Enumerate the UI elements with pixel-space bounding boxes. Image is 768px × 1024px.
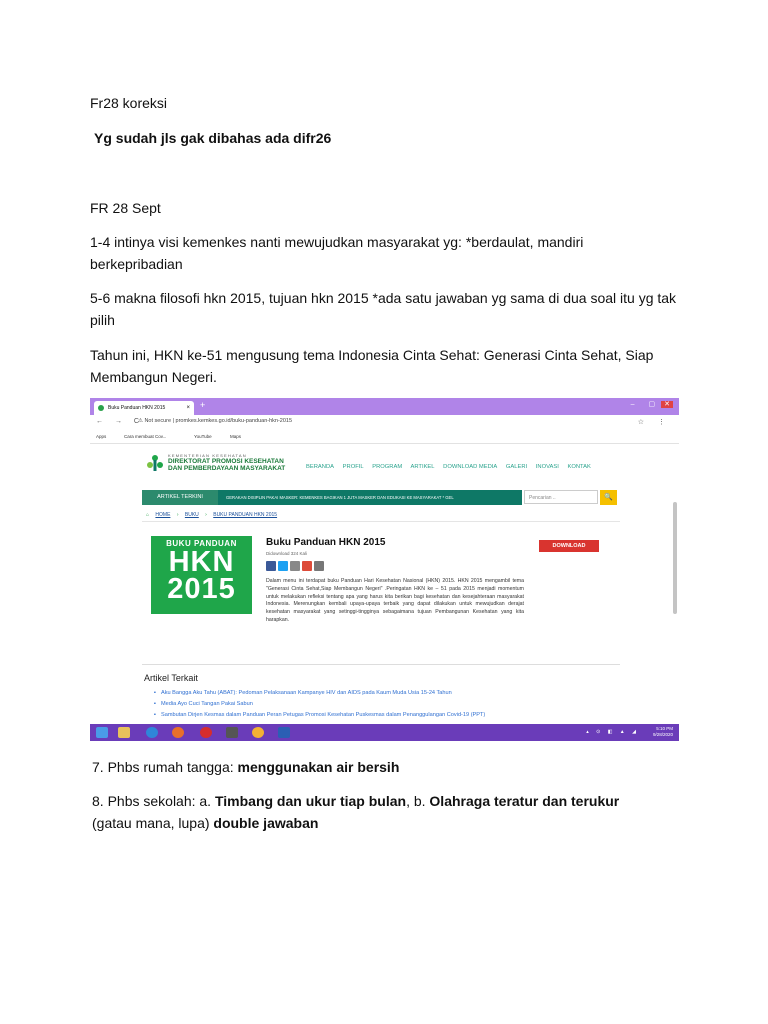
breadcrumb-home[interactable]: HOME xyxy=(155,512,171,518)
menu-galeri[interactable]: GALERI xyxy=(505,464,528,470)
q7-prefix: 7. Phbs rumah tangga: xyxy=(92,759,238,775)
doc-line-q8 xyxy=(92,790,652,834)
download-button[interactable]: DOWNLOAD xyxy=(539,540,599,552)
share-buttons xyxy=(266,561,326,573)
close-window-icon[interactable]: ✕ xyxy=(661,401,673,408)
q8-answer-b: Olahraga teratur dan terukur xyxy=(429,793,620,809)
clock-date: 9/28/2020 xyxy=(652,732,673,737)
window-controls[interactable] xyxy=(631,400,673,408)
menu-kontak[interactable]: KONTAK xyxy=(567,464,591,470)
chrome-icon[interactable] xyxy=(252,727,264,738)
search-icon[interactable]: 🔍 xyxy=(600,490,617,505)
bookmark-cara-membuat[interactable]: Cara membuat Cov... xyxy=(124,434,167,439)
googleplus-share-icon[interactable] xyxy=(302,561,312,571)
cover-title: BUKU PANDUAN xyxy=(166,539,237,548)
doc-line-q5-6: 5-6 makna filosofi hkn 2015, tujuan hkn 2015 *ada satu jawaban yg sama di dua soal itu yg tak pilih xyxy=(90,290,677,328)
breadcrumb-separator: › xyxy=(205,512,207,518)
website-content xyxy=(90,444,679,724)
firefox-icon[interactable] xyxy=(172,727,184,738)
doc-line-fr28-koreksi: Fr28 koreksi xyxy=(90,95,168,111)
q8-double-answer: double jawaban xyxy=(213,815,319,831)
doc-line-fr28-sept: FR 28 Sept xyxy=(90,200,161,216)
clock[interactable] xyxy=(653,726,673,738)
divider xyxy=(142,521,620,522)
system-tray-icons[interactable]: ▴ ⊙ ◧ ▲ ◢ xyxy=(586,729,639,735)
menu-program[interactable]: PROGRAM xyxy=(372,464,403,470)
explorer-icon[interactable] xyxy=(118,727,130,738)
media-icon[interactable] xyxy=(226,727,238,738)
nav-buttons[interactable]: ← → C xyxy=(96,418,144,425)
breadcrumb-buku[interactable]: BUKU xyxy=(184,512,199,518)
tab-close-icon[interactable]: × xyxy=(186,405,190,411)
q8-answer-a: Timbang dan ukur tiap bulan xyxy=(214,793,407,809)
menu-download-media[interactable]: DOWNLOAD MEDIA xyxy=(443,464,498,470)
related-article-link[interactable]: ▪ Media Ayo Cuci Tangan Pakai Sabun xyxy=(154,699,485,710)
favicon-icon xyxy=(98,405,104,411)
breadcrumb-separator: › xyxy=(176,512,179,518)
cover-hkn: HKN xyxy=(168,546,235,578)
ie-icon[interactable] xyxy=(146,727,158,738)
related-articles-list xyxy=(154,688,485,721)
bookmark-maps[interactable]: Maps xyxy=(230,434,242,439)
email-share-icon[interactable] xyxy=(290,561,300,571)
bookmarks-bar xyxy=(90,431,679,444)
minimize-maximize-icon[interactable]: – ▢ xyxy=(630,401,662,408)
browser-tab[interactable] xyxy=(94,401,194,415)
more-share-icon[interactable] xyxy=(314,561,324,571)
new-tab-icon[interactable]: + xyxy=(200,400,206,410)
bookmark-apps[interactable]: Apps xyxy=(96,434,107,439)
doc-line-sudah-jelas: Yg sudah jls gak dibahas ada difr26 xyxy=(94,130,332,146)
menu-profil[interactable]: PROFIL xyxy=(342,464,364,470)
bookmark-youtube[interactable]: YouTube xyxy=(194,434,212,439)
tab-title: Buku Panduan HKN 2015 xyxy=(108,405,166,411)
doc-line-hkn-theme: Tahun ini, HKN ke-51 mengusung tema Indonesia Cinta Sehat: Generasi Cinta Sehat, Siap Membangun Negeri. xyxy=(90,347,654,385)
kemenkes-logo-icon xyxy=(146,454,164,472)
site-menu xyxy=(306,464,598,470)
scrollbar[interactable] xyxy=(673,502,677,614)
q8-note: (gatau mana, lupa) xyxy=(92,815,214,831)
doc-line-q1-4: 1-4 intinya visi kemenkes nanti mewujudkan masyarakat yg: *berdaulat, mandiri berkepribadian xyxy=(90,234,584,272)
logo-ministry: KEMENTERIAN KESEHATAN xyxy=(168,453,247,458)
download-count: Didownload 324 Kali xyxy=(266,551,308,556)
url-field[interactable]: ⚠ Not secure | promkes.kemkes.go.id/buku-panduan-hkn-2015 xyxy=(138,418,293,424)
menu-inovasi[interactable]: INOVASI xyxy=(535,464,559,470)
start-icon[interactable] xyxy=(96,727,108,738)
opera-icon[interactable] xyxy=(200,727,212,738)
menu-artikel[interactable]: ARTIKEL xyxy=(410,464,435,470)
logo-directorate-2: DAN PEMBERDAYAAN MASYARAKAT xyxy=(168,465,286,472)
book-description: Dalam menu ini terdapat buku Panduan Hari Kesehatan Nasional (HKN) 2015. HKN 2015 mengambil tema "Generasi Cinta Sehat,Siap Membangun Negeri" .Peringatan HKN ke – 51 pada 2015 menjadi momentum untuk melakukan refleksi tentang apa yang harus kita berikan bagi kesehatan dan kesejahteraan masyarakat Indonesia. Merenungkan kembali upaya-upaya terbaik yang dapat dilakukan untuk mewujudkan derajat kesehatan masyarakat yang setinggi-tingginya sebagaimana tujuan Pembangunan Kesehatan yang kita harapkan. xyxy=(266,578,524,623)
news-ticker xyxy=(142,490,522,505)
breadcrumb xyxy=(146,512,282,518)
facebook-share-icon[interactable] xyxy=(266,561,276,571)
book-cover-image xyxy=(151,536,252,614)
clock-time: 5:10 PM xyxy=(656,726,673,731)
q7-answer: menggunakan air bersih xyxy=(237,759,400,775)
related-articles-title: Artikel Terkait xyxy=(144,673,198,683)
ticker-text[interactable]: GERAKAN DISIPLIN PAKAI MASKER: KEMENKES BAGIKAN 1 JUTA MASKER DAN EDUKASI KE MASYARAKAT * GEL xyxy=(226,495,454,500)
browser-tab-bar xyxy=(90,398,679,415)
address-bar xyxy=(90,415,679,432)
q8-prefix: 8. Phbs sekolah: a. xyxy=(92,793,215,809)
twitter-share-icon[interactable] xyxy=(278,561,288,571)
doc-line-q7 xyxy=(92,756,692,778)
divider xyxy=(142,664,620,665)
home-icon: ⌂ xyxy=(146,512,150,518)
related-article-link[interactable]: ▪ Sambutan Dirjen Kesmas dalam Panduan Peran Petugas Promosi Kesehatan Puskesmas dalam Penanggulangan Covid-19 (PPT) xyxy=(154,710,485,721)
menu-beranda[interactable]: BERANDA xyxy=(306,464,335,470)
embedded-screenshot xyxy=(90,398,679,741)
related-article-link[interactable]: ▪ Aku Bangga Aku Tahu (ABAT): Pedoman Pelaksanaan Kampanye HIV dan AIDS pada Kaum Muda Usia 15-24 Tahun xyxy=(154,688,485,699)
address-bar-actions[interactable]: ☆ ⋮ xyxy=(637,419,671,426)
logo-directorate: DIREKTORAT PROMOSI KESEHATAN xyxy=(168,458,284,465)
book-title: Buku Panduan HKN 2015 xyxy=(266,537,386,548)
windows-taskbar xyxy=(90,724,679,741)
q8-sep: , b. xyxy=(406,793,430,809)
site-logo-text xyxy=(168,453,288,472)
cover-year: 2015 xyxy=(167,573,236,605)
breadcrumb-current[interactable]: BUKU PANDUAN HKN 2015 xyxy=(213,512,278,518)
search-input[interactable]: Pencarian .. xyxy=(524,490,598,504)
artikel-terkini-label: ARTIKEL TERKINI xyxy=(142,490,218,505)
word-icon[interactable] xyxy=(278,727,290,738)
